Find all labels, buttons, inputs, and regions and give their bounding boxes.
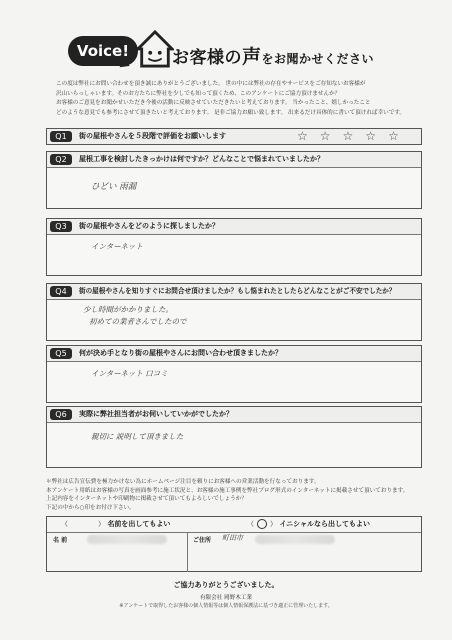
answer-text[interactable]: インターネット 口コミ [91,369,168,378]
question-q2 [46,151,422,209]
address-value[interactable]: 町田市 [222,534,243,542]
star-icon[interactable]: ☆ [319,129,331,143]
question-number: Q2 [50,154,72,165]
question-number: Q4 [50,286,72,297]
question-number: Q6 [50,409,72,420]
option-bracket-open: （ [61,520,68,528]
privacy-note: ※アンケートで取得したお客様の個人情報等は個人情報保護法に基づき適正に管理いたします。 [119,603,333,609]
notes [46,478,426,512]
note-line: 本アンケート用紙はお客様の写真を画面参考に施工状況と、お客様の施工事例を弊社ブログ形式のインターネットに掲載させて頂いております。 [46,487,409,494]
answer-text[interactable]: 少し時間がかかりました。 [83,305,173,314]
star-icon[interactable]: ☆ [297,129,308,143]
star-icon[interactable]: ☆ [342,129,354,143]
company-name: 有限会社 岡野木工業 [199,595,253,601]
title-part-c: をお聞かせください [261,52,375,66]
consent-option-initial[interactable] [247,519,370,530]
question-header [47,129,421,144]
star-icon[interactable]: ☆ [365,129,377,143]
question-header [47,346,421,362]
answer-text[interactable]: 親切に 説明して頂きました [91,432,184,441]
page-title [172,42,374,69]
thanks-message: ご協力ありがとうございました。 [173,581,279,589]
title-part-a: お客様の [172,48,242,68]
consent-option-name-label: 名前を出してもよい [107,520,171,528]
house-icon [136,30,174,68]
answer-text[interactable]: インターネット [91,242,143,251]
question-header [47,284,421,300]
question-number: Q1 [50,131,72,142]
option-bracket-open: （ [247,520,254,528]
address-label: ご住所 [193,537,212,544]
question-number: Q5 [50,348,72,359]
question-q4 [46,283,422,341]
question-header [47,152,421,168]
divider [187,532,188,572]
note-line: 下記の中から○印をお付け下さい。 [46,504,135,511]
intro-text [56,80,416,118]
note-line: ＊弊社は広告宣伝費を極力かけない為にホームページ注目を頼りにお客様への営業活動を行なっております。 [46,479,320,485]
option-bracket-close: ） [98,520,105,528]
intro-line: お客様のご意見をお聞かせいただき今後の活動に反映させていただきたいと考えております。 当かったこと、嬉しかったこと [56,100,371,106]
consent-options [47,517,421,533]
name-redacted [87,535,167,544]
question-header [47,407,421,423]
consent-option-initial-label: イニシャルなら出してもよい [279,520,371,528]
title-part-b: 声 [242,46,262,68]
consent-details [47,532,421,572]
question-q5 [46,345,422,403]
note-line: 上記内容をインターネットや印刷物に掲載させて頂いてもよろしいでしょうか？ [46,496,247,502]
intro-line: 沢山いらっしゃいます。そのお方たちに弊社を少しでも知って頂くため、このアンケートにご協力頂けませんか？ [56,90,341,97]
question-header [47,219,421,235]
consent-box [46,516,422,572]
intro-line: どのような意見でも参考にさせて頂きたいと考えております。 是非ご協力お願い致します。 出来るだけ具体的に書いて頂ければ幸いです。 [56,109,406,116]
question-text: 街の屋根やさんをどのように探しましたか？ [79,222,219,230]
option-bracket-close: ） [270,520,277,528]
question-text: 屋根工事を検討したきっかけは何ですか？どんなことで悩まれていましたか？ [79,155,324,163]
question-number: Q3 [50,221,72,232]
question-text: 街の屋根やさんを知りすぐにお問合せ頂けましたか？もし悩まれたとしたらどんなことがご不安でしたか？ [79,287,396,295]
voice-badge: Voice! [68,36,138,66]
rating-stars[interactable] [297,129,399,144]
answer-text-line2[interactable]: 初めての業者さんでしたので [89,317,187,326]
intro-line: この度は弊社にお問い合わせを頂き誠にありがとうございました。 世の中には弊社の存在やサービスをご存知ないお客様が [56,81,366,87]
answer-text[interactable]: ひどい 雨漏 [91,182,137,192]
star-icon[interactable]: ☆ [388,129,399,143]
question-text: 何が決め手となり街の屋根やさんにお問い合わせ頂きましたか？ [79,349,282,357]
question-q1 [46,128,422,145]
circle-mark-icon [257,519,267,529]
consent-option-name[interactable] [61,519,170,530]
question-text: 実際に弊社担当者がお伺いしていかがでしたか？ [79,410,233,418]
question-q3 [46,218,422,276]
name-label: 名 前 [53,537,68,544]
header [62,26,392,76]
question-text: 街の屋根やさんを５段階で評価をお願いします [79,132,226,140]
address-redacted [255,535,335,544]
question-q6 [46,406,422,468]
